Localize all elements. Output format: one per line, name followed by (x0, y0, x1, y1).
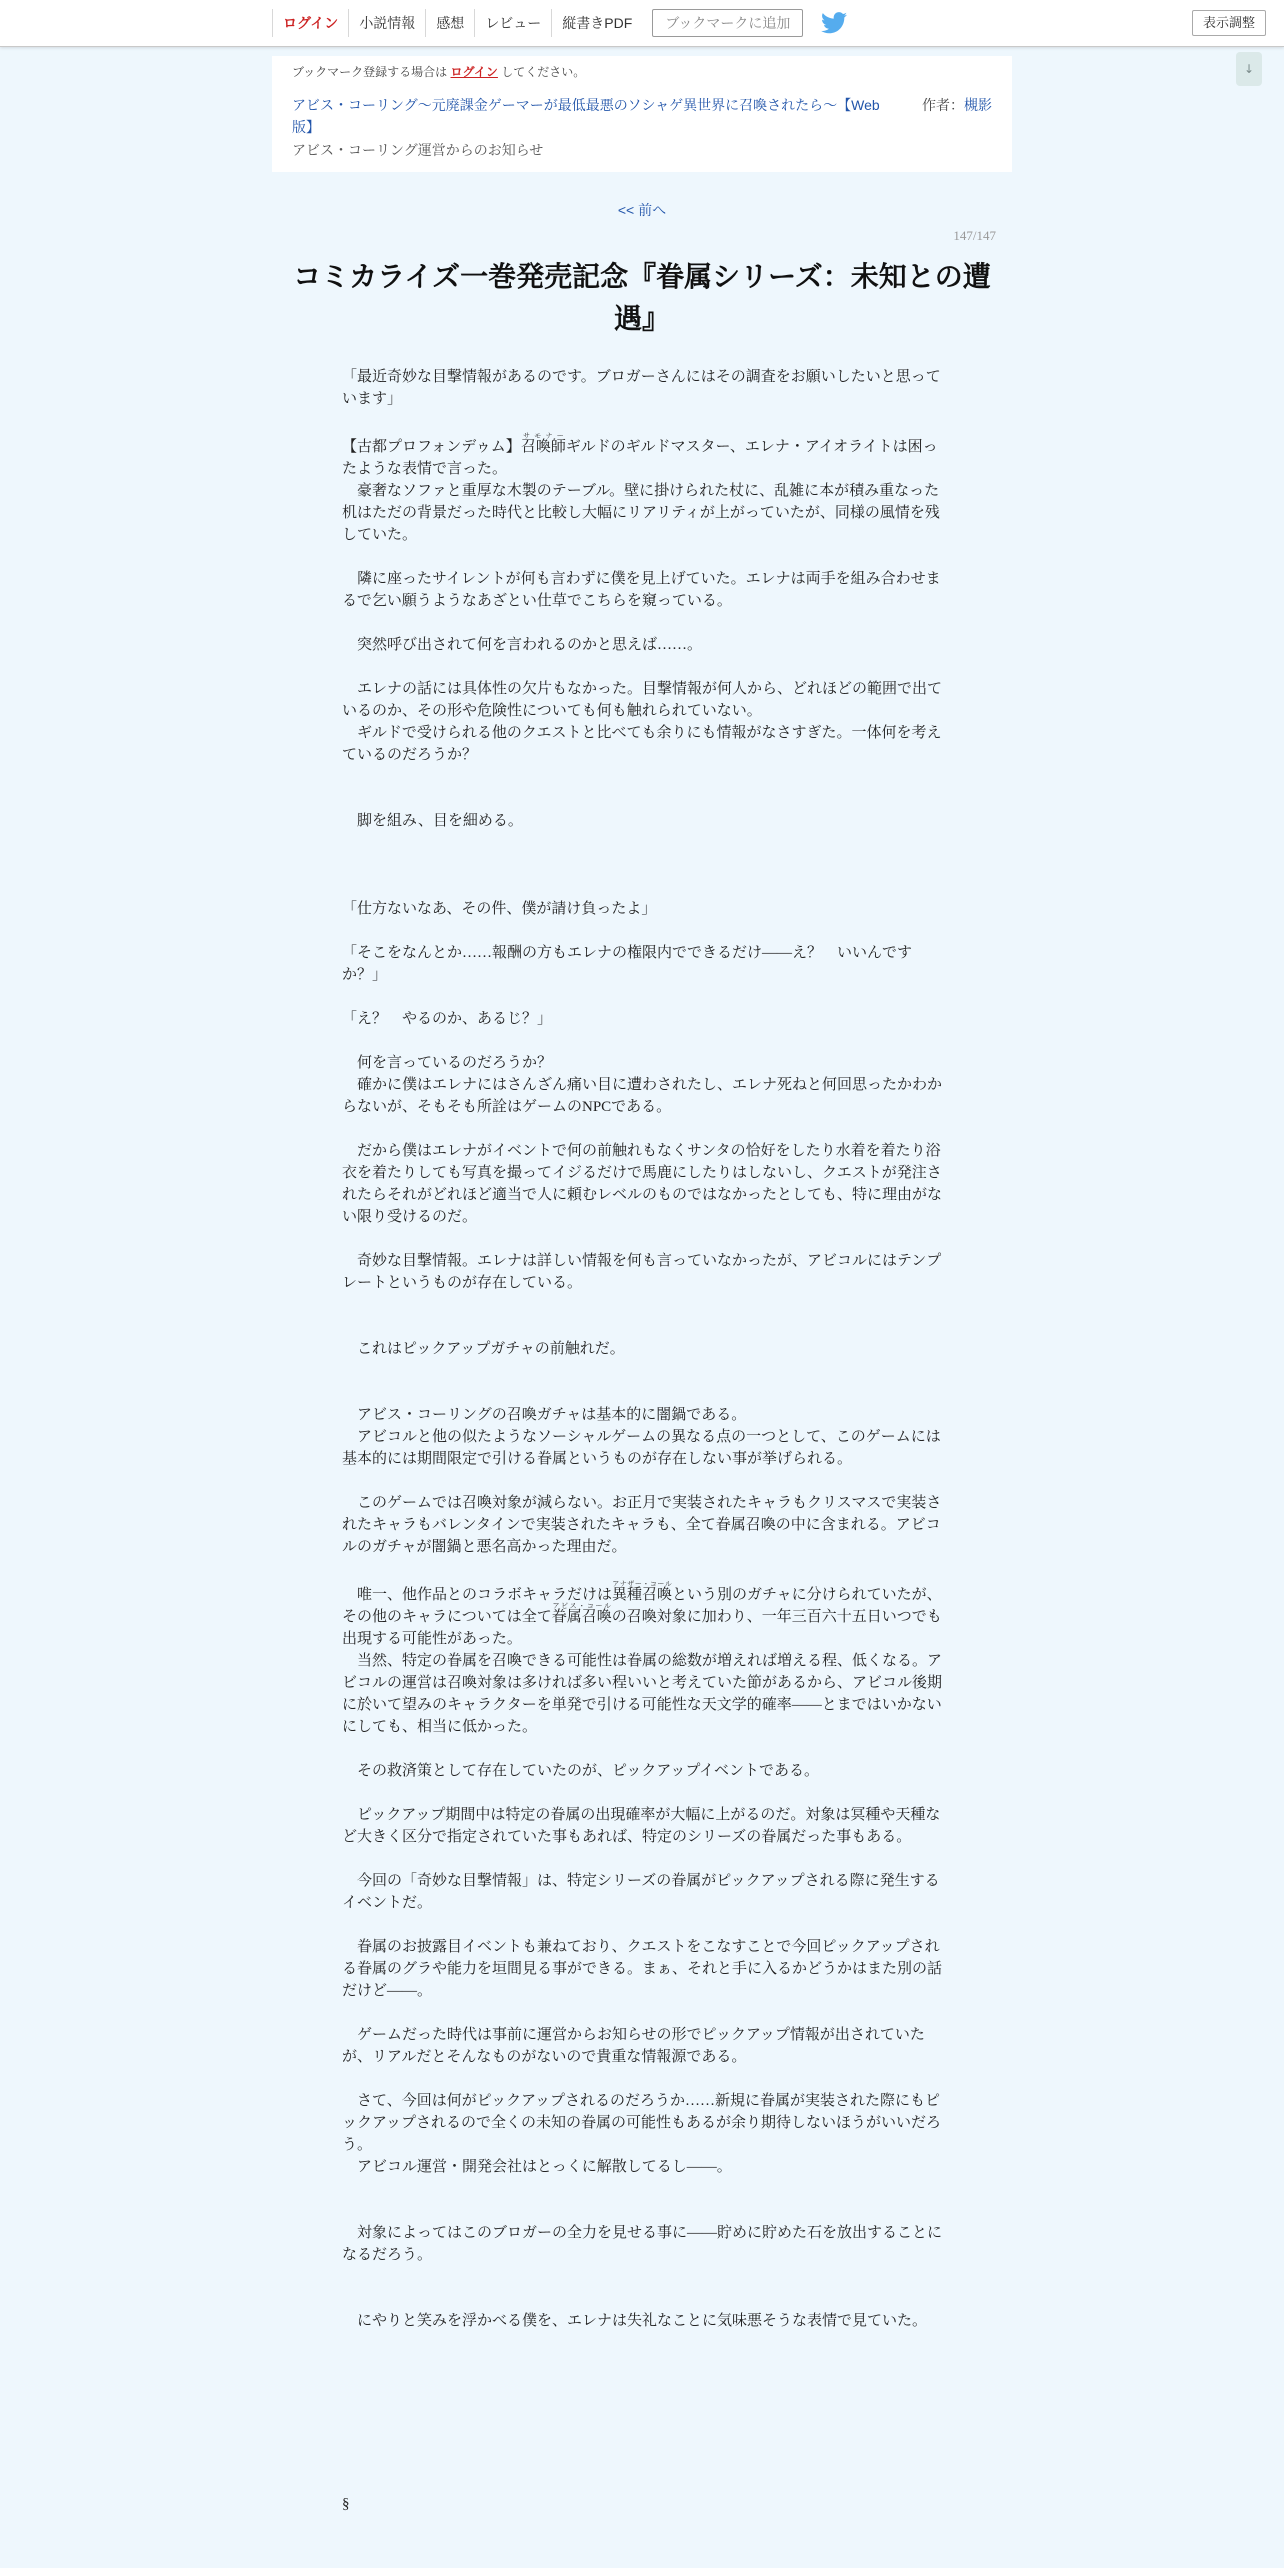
chapter-title: コミカライズ一巻発売記念『眷属シリーズ：未知との遭遇』 (293, 261, 991, 334)
section-mark: § (342, 2496, 350, 2512)
blank-line (342, 1558, 944, 1580)
series-title-link[interactable]: アビス・コーリング〜元廃課金ゲーマーが最低最悪のソシャゲ異世界に召喚されたら〜【Web版】 (292, 97, 880, 135)
paragraph: 「そこをなんとか……報酬の方もエレナの権限内でできるだけ——え？ いいんですか？」 (342, 945, 913, 983)
blank-line (342, 920, 944, 942)
paragraph: にやりと笑みを浮かべる僕を、エレナは失礼なことに気味悪そうな表情で見ていた。 (342, 2313, 928, 2329)
blank-line (342, 1360, 944, 1382)
blank-line (342, 1382, 944, 1404)
blank-line (342, 2200, 944, 2222)
blank-line (342, 1118, 944, 1140)
novel-info-box (272, 56, 1012, 172)
paragraph: アビコルと他の似たようなソーシャルゲームの異なる点の一つとして、このゲームには基本的には期間限定で引ける眷属というものが存在しない事が挙げられる。 (342, 1429, 941, 1467)
notice-suffix: してください。 (501, 65, 586, 79)
ruby-another-call (612, 1580, 673, 1603)
top-nav (272, 0, 847, 46)
paragraph: 今回の「奇妙な目撃情報」は、特定シリーズの眷属がピックアップされる際に発生するイベントだ。 (342, 1873, 940, 1911)
paragraph: エレナの話には具体性の欠片もなかった。目撃情報が何人から、どれほどの範囲で出ているのか、その形や危険性についても何も触れられていない。 (342, 681, 943, 719)
blank-line (342, 656, 944, 678)
blank-line (342, 1782, 944, 1804)
paragraph: さて、今回は何がピックアップされるのだろうか……新規に眷属が実装された際にもピックアップされるので全くの未知の眷属の可能性もあるが余り期待しないほうがいいだろう。 (342, 2093, 941, 2153)
paragraph: 突然呼び出されて何を言われるのかと思えば……。 (342, 637, 703, 653)
author-info (922, 94, 992, 116)
paragraph: 脚を組み、目を細める。 (342, 813, 523, 829)
paragraph (342, 1580, 944, 1650)
ruby-text: アナザー・コール (612, 1580, 673, 1588)
paragraph: ゲームだった時代は事前に運営からお知らせの形でピックアップ情報が出されていたが、リアルだとそんなものがないので貴重な情報源である。 (342, 2027, 925, 2065)
impressions-link[interactable]: 感想 (425, 9, 474, 37)
ruby-text: サモナー (520, 432, 566, 440)
text-span: という別のガチャに分けられていたが、その他のキャラについては全て (342, 1587, 942, 1625)
blank-line (342, 1316, 944, 1338)
ruby-base: 召喚師 (520, 439, 566, 455)
text-span: の召喚対象に加わり、一年三百六十五日いつでも出現する可能性があった。 (342, 1609, 942, 1647)
text-span: 【古都プロフォンデゥム】 (342, 439, 521, 455)
author-link[interactable]: 槻影 (964, 97, 992, 113)
paragraph: ギルドで受けられる他のクエストと比べても余りにも情報がなさすぎた。一体何を考えているのだろうか？ (342, 725, 942, 763)
blank-line (342, 1470, 944, 1492)
paragraph: これはピックアップガチャの前触れだ。 (342, 1341, 625, 1357)
blank-line (342, 2178, 944, 2200)
blank-line (342, 1294, 944, 1316)
add-bookmark-button[interactable]: ブックマークに追加 (652, 9, 803, 37)
prev-page-link[interactable]: << 前へ (617, 202, 667, 218)
notice-prefix: ブックマーク登録する場合は (292, 65, 448, 79)
twitter-icon[interactable] (821, 12, 847, 34)
blank-line (342, 1030, 944, 1052)
blank-line (342, 2288, 944, 2310)
paragraph: ピックアップ期間中は特定の眷属の出現確率が大幅に上がるのだ。対象は冥種や天種など大きく区分で指定されていた事もあれば、特定のシリーズの眷属だった事もある。 (342, 1807, 941, 1845)
paragraph: アビコル運営・開発会社はとっくに解散してるし——。 (342, 2159, 732, 2175)
ruby-base: 眷属召喚 (551, 1609, 612, 1625)
paragraph: 確かに僕はエレナにはさんざん痛い目に遭わされたし、エレナ死ねと何回思ったかわからないが、そもそも所詮はゲームのNPCである。 (342, 1077, 943, 1115)
login-notice (292, 64, 992, 80)
paragraph: このゲームでは召喚対象が減らない。お正月で実装されたキャラもクリスマスで実装されたキャラもバレンタインで実装されたキャラも、全て眷属召喚の中に含まれる。アビコルのガチャが闇鍋と悪名高かった理由だ。 (342, 1495, 942, 1555)
blank-line (342, 876, 944, 898)
blank-line (342, 788, 944, 810)
blank-line (342, 1738, 944, 1760)
blank-line (342, 986, 944, 1008)
paragraph: その救済策として存在していたのが、ピックアップイベントである。 (342, 1763, 820, 1779)
author-label: 作者： (922, 97, 964, 113)
vertical-pdf-link[interactable]: 縦書きPDF (551, 9, 642, 37)
paragraph: 「仕方ないなあ、その件、僕が請け負ったよ」 (342, 901, 657, 917)
notice-login-link[interactable]: ログイン (450, 65, 498, 79)
text-span: 唯一、他作品とのコラボキャラだけは (342, 1587, 613, 1603)
paragraph (342, 432, 944, 480)
blank-line (342, 1914, 944, 1936)
paragraph: アビス・コーリングの召喚ガチャは基本的に闇鍋である。 (342, 1407, 747, 1423)
review-link[interactable]: レビュー (474, 9, 551, 37)
paragraph: 何を言っているのだろうか？ (342, 1055, 553, 1071)
blank-line (342, 2068, 944, 2090)
blank-line (342, 410, 944, 432)
text-span: ギルドのギルドマスター、エレナ・アイオライトは困ったような表情で言った。 (342, 439, 938, 477)
paragraph: 豪奢なソファと重厚な木製のテーブル。壁に掛けられた杖に、乱雑に本が積み重なった机はただの背景だった時代と比較し大幅にリアリティが上がっていたが、同様の風情を残していた。 (342, 483, 940, 543)
paragraph: 奇妙な目撃情報。エレナは詳しい情報を何も言っていなかったが、アビコルにはテンプレートというものが存在している。 (342, 1253, 942, 1291)
blank-line (342, 612, 944, 634)
blank-line (342, 2266, 944, 2288)
paragraph: 眷属のお披露目イベントも兼ねており、クエストをこなすことで今回ピックアップされる眷属のグラや能力を垣間見る事ができる。まぁ、それと手に入るかどうかはまた別の話だけど——。 (342, 1939, 943, 1999)
paragraph: 対象によってはこのブロガーの全力を見せる事に——貯めに貯めた石を放出することになるだろう。 (342, 2225, 943, 2263)
ruby-summoner (520, 432, 566, 455)
novel-body (342, 366, 944, 2332)
blank-line (342, 1228, 944, 1250)
blank-line (342, 766, 944, 788)
chapter-subtitle: アビス・コーリング運営からのお知らせ (292, 142, 544, 158)
blank-line (342, 2002, 944, 2024)
ruby-base: 異種召喚 (612, 1587, 673, 1603)
login-link[interactable]: ログイン (272, 9, 348, 37)
blank-line (342, 832, 944, 854)
paragraph: 「え？ やるのか、あるじ？」 (342, 1011, 553, 1027)
ruby-text: アビス・コール (551, 1602, 612, 1610)
paragraph: 「最近奇妙な目撃情報があるのです。ブロガーさんにはその調査をお願いしたいと思っています」 (342, 369, 941, 407)
ruby-abyss-call (551, 1602, 612, 1625)
blank-line (342, 546, 944, 568)
novel-info-link[interactable]: 小説情報 (348, 9, 425, 37)
blank-line (342, 1848, 944, 1870)
page-number: 147/147 (953, 228, 996, 243)
series-line (292, 94, 992, 138)
paragraph: だから僕はエレナがイベントで何の前触れもなくサンタの恰好をしたり水着を着たり浴衣を着たりしても写真を撮ってイジるだけで馬鹿にしたりはしないし、クエストが発注されたらそれがどれほど適当で人に頼むレベルのものではなかったとしても、特に理由がない限り受けるのだ。 (342, 1143, 943, 1225)
scroll-down-button[interactable]: ↓ (1236, 52, 1262, 86)
display-settings-button[interactable]: 表示調整 (1192, 10, 1266, 36)
paragraph: 隣に座ったサイレントが何も言わずに僕を見上げていた。エレナは両手を組み合わせまるで乞い願うようなあざとい仕草でこちらを窺っている。 (342, 571, 941, 609)
top-bar (0, 0, 1284, 47)
paragraph: 当然、特定の眷属を召喚できる可能性は眷属の総数が増えれば増える程、低くなる。アビコルの運営は召喚対象は多ければ多い程いいと考えていた節があるから、アビコル後期に於いて望みのキャラクターを単発で引ける可能性な天文学的確率——とまではいかないにしても、相当に低かった。 (342, 1653, 943, 1735)
blank-line (342, 854, 944, 876)
